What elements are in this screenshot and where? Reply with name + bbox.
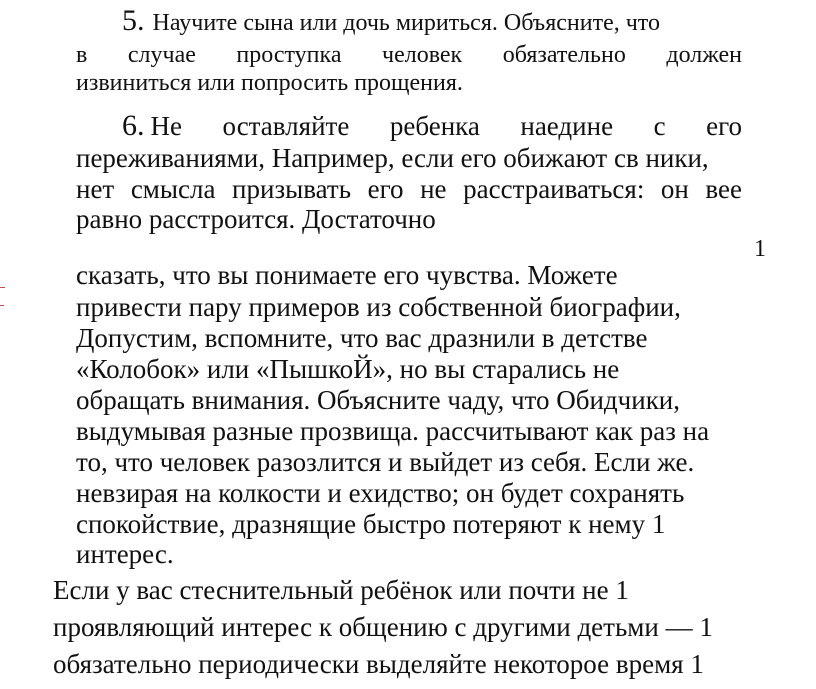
continued-line-9: спокойствие, дразнящие быстро потеряют к нему 1	[76, 509, 666, 539]
paragraph7-line-1: Если у вас стеснительный ребёнок или почти не 1	[53, 575, 629, 605]
continued-line-10: интерес.	[76, 539, 174, 569]
continued-line-2: привести пару примеров из собственной биографии,	[76, 292, 681, 322]
continued-line-5: обращать внимания. Объясните чаду, что Обидчики,	[76, 385, 681, 415]
paragraph6-line-4: равно расстроится. Достаточно	[76, 204, 436, 234]
continued-line-4: «Колобок» или «ПышкоЙ», но вы старались не	[76, 354, 620, 384]
paragraph6-line-2: переживаниями, Например, если его обижают св ники,	[76, 143, 709, 173]
paragraph6-text-1: Не оставляйте ребенка наедине с его	[150, 111, 742, 141]
paragraph5-line-1	[122, 6, 660, 36]
continued-line-6: выдумывая разные прозвища. рассчитывают как раз на	[76, 416, 710, 446]
page-mark: 1	[754, 236, 766, 262]
paragraph6-number: 6.	[122, 109, 145, 142]
continued-line-7: то, что человек разозлится и выйдет из себя. Если же.	[76, 447, 695, 477]
margin-mark-1	[0, 287, 5, 288]
paragraph7-line-3: обязательно периодически выделяйте некоторое время 1	[53, 649, 704, 679]
continued-line-1: сказать, что вы понимаете его чувства. Можете	[76, 260, 618, 290]
paragraph7-line-2: проявляющий интерес к общению с другими детьми — 1	[53, 612, 713, 642]
paragraph6-line-3: нет смысла призывать его не расстраиваться: он вее	[76, 174, 742, 204]
margin-mark-2	[0, 305, 4, 306]
paragraph5-text-1: Научите сына или дочь мириться. Объясните, что	[152, 10, 660, 36]
continued-line-3: Допустим, вспомните, что вас дразнили в детстве	[76, 323, 648, 353]
paragraph6-line-1	[122, 111, 742, 141]
paragraph5-line-3: извиниться или попросить прощения.	[76, 70, 463, 96]
continued-line-8: невзирая на колкости и ехидство; он будет сохранять	[76, 478, 685, 508]
paragraph5-number: 5.	[122, 4, 145, 37]
paragraph5-line-2: в случае проступка человек обязательно должен	[76, 42, 742, 68]
